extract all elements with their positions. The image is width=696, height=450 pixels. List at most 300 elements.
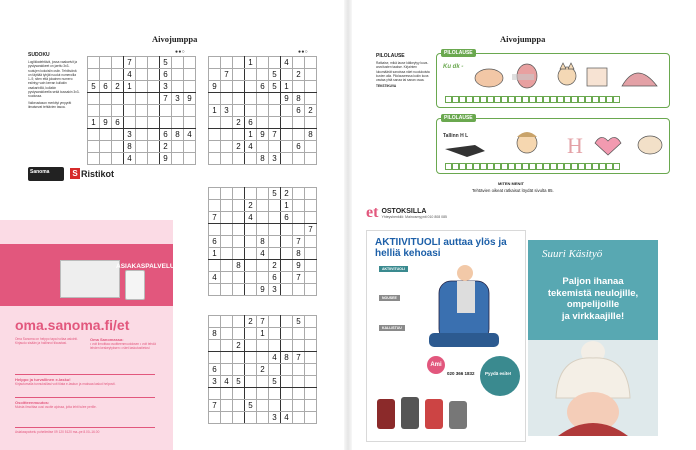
sudoku-cell[interactable]: 4 <box>281 57 293 69</box>
sudoku-cell[interactable]: 3 <box>269 412 281 424</box>
sudoku-cell[interactable] <box>281 236 293 248</box>
sudoku-cell[interactable]: 3 <box>221 105 233 117</box>
sudoku-cell[interactable] <box>209 340 221 352</box>
sudoku-cell[interactable] <box>209 284 221 296</box>
sudoku-cell[interactable] <box>88 129 100 141</box>
sudoku-cell[interactable]: 3 <box>172 93 184 105</box>
sudoku-cell[interactable] <box>100 93 112 105</box>
sudoku-cell[interactable]: 5 <box>269 69 281 81</box>
sudoku-cell[interactable] <box>221 400 233 412</box>
sudoku-cell[interactable]: 8 <box>233 260 245 272</box>
sudoku-cell[interactable] <box>269 328 281 340</box>
sudoku-cell[interactable] <box>269 105 281 117</box>
sudoku-cell[interactable] <box>281 316 293 328</box>
sudoku-cell[interactable] <box>269 400 281 412</box>
sudoku-cell[interactable]: 6 <box>257 81 269 93</box>
sudoku-cell[interactable] <box>305 93 317 105</box>
sudoku-cell[interactable] <box>88 57 100 69</box>
sudoku-cell[interactable]: 7 <box>305 224 317 236</box>
sudoku-cell[interactable] <box>257 376 269 388</box>
sudoku-cell[interactable] <box>172 69 184 81</box>
sudoku-cell[interactable] <box>257 412 269 424</box>
sudoku-cell[interactable] <box>233 412 245 424</box>
sudoku-cell[interactable] <box>136 105 148 117</box>
sudoku-cell[interactable] <box>245 248 257 260</box>
sudoku-cell[interactable] <box>281 328 293 340</box>
sudoku-cell[interactable] <box>281 129 293 141</box>
sudoku-cell[interactable] <box>160 117 172 129</box>
sudoku-cell[interactable] <box>233 284 245 296</box>
sudoku-cell[interactable] <box>305 316 317 328</box>
sudoku-cell[interactable] <box>221 117 233 129</box>
sudoku-cell[interactable] <box>269 141 281 153</box>
sudoku-cell[interactable] <box>245 272 257 284</box>
sudoku-cell[interactable] <box>257 105 269 117</box>
sudoku-cell[interactable] <box>209 141 221 153</box>
sudoku-cell[interactable]: 5 <box>269 188 281 200</box>
sudoku-cell[interactable] <box>269 57 281 69</box>
sudoku-cell[interactable] <box>305 81 317 93</box>
sudoku-cell[interactable] <box>269 388 281 400</box>
sudoku-cell[interactable]: 3 <box>269 153 281 165</box>
sudoku-cell[interactable]: 6 <box>293 105 305 117</box>
sudoku-cell[interactable] <box>257 352 269 364</box>
sudoku-cell[interactable]: 6 <box>293 141 305 153</box>
sudoku-cell[interactable] <box>136 57 148 69</box>
sudoku-cell[interactable] <box>269 364 281 376</box>
sudoku-cell[interactable] <box>269 212 281 224</box>
sudoku-cell[interactable] <box>160 105 172 117</box>
sudoku-cell[interactable] <box>209 260 221 272</box>
sudoku-cell[interactable] <box>221 388 233 400</box>
sudoku-cell[interactable] <box>124 105 136 117</box>
sudoku-cell[interactable] <box>184 105 196 117</box>
sudoku-cell[interactable] <box>293 364 305 376</box>
sudoku-cell[interactable] <box>88 69 100 81</box>
sudoku-cell[interactable]: 7 <box>257 316 269 328</box>
aktiivituoli-ad[interactable] <box>366 230 526 442</box>
sudoku-cell[interactable] <box>100 129 112 141</box>
sudoku-cell[interactable] <box>233 212 245 224</box>
sudoku-cell[interactable] <box>281 364 293 376</box>
sudoku-cell[interactable] <box>112 69 124 81</box>
sudoku-cell[interactable] <box>293 81 305 93</box>
sudoku-cell[interactable] <box>293 200 305 212</box>
sudoku-cell[interactable] <box>293 57 305 69</box>
sudoku-cell[interactable] <box>221 224 233 236</box>
sudoku-cell[interactable]: 5 <box>269 81 281 93</box>
sudoku-cell[interactable] <box>209 316 221 328</box>
sudoku-cell[interactable] <box>148 69 160 81</box>
sudoku-cell[interactable] <box>305 141 317 153</box>
sudoku-cell[interactable]: 7 <box>293 272 305 284</box>
sudoku-cell[interactable] <box>233 105 245 117</box>
sudoku-cell[interactable] <box>233 81 245 93</box>
sudoku-cell[interactable] <box>136 117 148 129</box>
sudoku-cell[interactable] <box>269 248 281 260</box>
sudoku-cell[interactable] <box>245 93 257 105</box>
sudoku-cell[interactable] <box>293 340 305 352</box>
sudoku-cell[interactable] <box>293 376 305 388</box>
sudoku-cell[interactable] <box>100 57 112 69</box>
sudoku-cell[interactable] <box>305 188 317 200</box>
sudoku-cell[interactable] <box>293 400 305 412</box>
sudoku-cell[interactable] <box>172 153 184 165</box>
sudoku-cell[interactable] <box>305 272 317 284</box>
sudoku-cell[interactable]: 1 <box>209 248 221 260</box>
sudoku-cell[interactable]: 5 <box>245 400 257 412</box>
sudoku-cell[interactable] <box>88 93 100 105</box>
sudoku-cell[interactable]: 2 <box>233 141 245 153</box>
sudoku-cell[interactable] <box>148 93 160 105</box>
sudoku-cell[interactable]: 4 <box>124 69 136 81</box>
sudoku-cell[interactable] <box>233 153 245 165</box>
sudoku-cell[interactable] <box>281 400 293 412</box>
sudoku-cell[interactable]: 8 <box>281 352 293 364</box>
sudoku-cell[interactable] <box>245 188 257 200</box>
sudoku-cell[interactable] <box>233 200 245 212</box>
sudoku-cell[interactable] <box>233 352 245 364</box>
sudoku-cell[interactable] <box>148 105 160 117</box>
sudoku-cell[interactable] <box>221 412 233 424</box>
sudoku-cell[interactable]: 9 <box>184 93 196 105</box>
sudoku-cell[interactable] <box>305 412 317 424</box>
answer-cells-1[interactable] <box>445 96 620 103</box>
sudoku-cell[interactable] <box>281 260 293 272</box>
sudoku-cell[interactable]: 6 <box>160 129 172 141</box>
sudoku-cell[interactable] <box>293 328 305 340</box>
sudoku-cell[interactable]: 7 <box>221 69 233 81</box>
sudoku-cell[interactable] <box>88 153 100 165</box>
sudoku-cell[interactable] <box>233 236 245 248</box>
sudoku-cell[interactable] <box>269 93 281 105</box>
sudoku-cell[interactable] <box>281 340 293 352</box>
sudoku-cell[interactable]: 2 <box>293 69 305 81</box>
sudoku-cell[interactable] <box>172 105 184 117</box>
sudoku-cell[interactable] <box>148 57 160 69</box>
sudoku-cell[interactable] <box>209 224 221 236</box>
sudoku-cell[interactable] <box>148 81 160 93</box>
ad-url[interactable]: oma.sanoma.fi/et <box>15 317 130 333</box>
sudoku-cell[interactable] <box>233 93 245 105</box>
sudoku-cell[interactable]: 1 <box>245 129 257 141</box>
sudoku-cell[interactable] <box>221 81 233 93</box>
sudoku-cell[interactable] <box>88 141 100 153</box>
sudoku-cell[interactable]: 3 <box>124 129 136 141</box>
sudoku-cell[interactable] <box>233 129 245 141</box>
sudoku-cell[interactable]: 4 <box>221 376 233 388</box>
sudoku-cell[interactable] <box>245 340 257 352</box>
sudoku-cell[interactable]: 5 <box>293 316 305 328</box>
sudoku-cell[interactable] <box>245 260 257 272</box>
sudoku-cell[interactable] <box>233 328 245 340</box>
sudoku-cell[interactable]: 4 <box>184 129 196 141</box>
sudoku-cell[interactable] <box>245 352 257 364</box>
sudoku-cell[interactable] <box>281 376 293 388</box>
sudoku-cell[interactable]: 8 <box>257 153 269 165</box>
sudoku-cell[interactable] <box>305 284 317 296</box>
sudoku-cell[interactable] <box>233 188 245 200</box>
sudoku-cell[interactable] <box>305 352 317 364</box>
sudoku-cell[interactable]: 2 <box>281 188 293 200</box>
sudoku-cell[interactable] <box>184 81 196 93</box>
sudoku-cell[interactable]: 4 <box>281 412 293 424</box>
sudoku-cell[interactable]: 9 <box>257 129 269 141</box>
sudoku-cell[interactable] <box>305 340 317 352</box>
sudoku-cell[interactable] <box>221 352 233 364</box>
sudoku-cell[interactable] <box>221 340 233 352</box>
sudoku-cell[interactable]: 5 <box>233 376 245 388</box>
sudoku-cell[interactable]: 2 <box>233 340 245 352</box>
sudoku-cell[interactable] <box>269 236 281 248</box>
sudoku-cell[interactable] <box>221 272 233 284</box>
sudoku-cell[interactable]: 7 <box>160 93 172 105</box>
sudoku-cell[interactable] <box>281 105 293 117</box>
sudoku-cell[interactable]: 6 <box>160 69 172 81</box>
sudoku-cell[interactable]: 7 <box>209 212 221 224</box>
sudoku-cell[interactable] <box>221 248 233 260</box>
sudoku-cell[interactable] <box>281 248 293 260</box>
sudoku-cell[interactable] <box>245 153 257 165</box>
sudoku-cell[interactable]: 2 <box>269 260 281 272</box>
sudoku-cell[interactable] <box>209 153 221 165</box>
sudoku-cell[interactable] <box>100 153 112 165</box>
sudoku-cell[interactable] <box>184 69 196 81</box>
sudoku-cell[interactable]: 7 <box>293 352 305 364</box>
sudoku-cell[interactable] <box>124 93 136 105</box>
sudoku-cell[interactable] <box>245 376 257 388</box>
sudoku-cell[interactable] <box>257 200 269 212</box>
sudoku-cell[interactable] <box>293 284 305 296</box>
sudoku-cell[interactable] <box>245 105 257 117</box>
sudoku-cell[interactable] <box>257 57 269 69</box>
sudoku-cell[interactable]: 4 <box>245 141 257 153</box>
sudoku-cell[interactable] <box>136 153 148 165</box>
sudoku-cell[interactable] <box>112 141 124 153</box>
sudoku-cell[interactable] <box>209 388 221 400</box>
sudoku-cell[interactable]: 2 <box>245 316 257 328</box>
sudoku-cell[interactable]: 8 <box>257 236 269 248</box>
sudoku-cell[interactable] <box>245 69 257 81</box>
sudoku-cell[interactable] <box>245 388 257 400</box>
sudoku-cell[interactable]: 6 <box>245 117 257 129</box>
sudoku-cell[interactable]: 7 <box>209 400 221 412</box>
sudoku-cell[interactable] <box>305 200 317 212</box>
sudoku-cell[interactable]: 3 <box>269 284 281 296</box>
sudoku-cell[interactable]: 2 <box>112 81 124 93</box>
sudoku-cell[interactable] <box>305 57 317 69</box>
sudoku-cell[interactable] <box>281 153 293 165</box>
sudoku-cell[interactable] <box>148 129 160 141</box>
sudoku-cell[interactable] <box>269 200 281 212</box>
sudoku-cell[interactable] <box>305 212 317 224</box>
sudoku-cell[interactable] <box>245 81 257 93</box>
sudoku-cell[interactable] <box>293 188 305 200</box>
sudoku-cell[interactable] <box>281 388 293 400</box>
sudoku-cell[interactable] <box>305 69 317 81</box>
sudoku-cell[interactable]: 4 <box>257 248 269 260</box>
sudoku-cell[interactable] <box>221 129 233 141</box>
sudoku-cell[interactable] <box>293 153 305 165</box>
sudoku-cell[interactable] <box>293 129 305 141</box>
sudoku-cell[interactable]: 6 <box>269 272 281 284</box>
sudoku-cell[interactable] <box>112 129 124 141</box>
sudoku-cell[interactable] <box>257 224 269 236</box>
sudoku-cell[interactable]: 1 <box>124 81 136 93</box>
sudoku-cell[interactable]: 9 <box>281 93 293 105</box>
sudoku-cell[interactable] <box>221 93 233 105</box>
sudoku-cell[interactable] <box>293 412 305 424</box>
sudoku-cell[interactable]: 3 <box>209 376 221 388</box>
sudoku-cell[interactable] <box>305 260 317 272</box>
sudoku-cell[interactable] <box>209 200 221 212</box>
sudoku-cell[interactable] <box>257 93 269 105</box>
sudoku-cell[interactable] <box>305 236 317 248</box>
sudoku-cell[interactable]: 6 <box>209 236 221 248</box>
sudoku-cell[interactable] <box>184 57 196 69</box>
sudoku-cell[interactable] <box>281 141 293 153</box>
sudoku-cell[interactable] <box>233 364 245 376</box>
sudoku-cell[interactable]: 8 <box>305 129 317 141</box>
sudoku-cell[interactable] <box>172 57 184 69</box>
sudoku-cell[interactable]: 2 <box>257 364 269 376</box>
sudoku-cell[interactable]: 2 <box>160 141 172 153</box>
sudoku-cell[interactable] <box>293 212 305 224</box>
sudoku-cell[interactable]: 5 <box>160 57 172 69</box>
sudoku-cell[interactable] <box>269 224 281 236</box>
sudoku-cell[interactable] <box>221 236 233 248</box>
sudoku-cell[interactable] <box>233 272 245 284</box>
sudoku-cell[interactable] <box>221 328 233 340</box>
sudoku-cell[interactable] <box>136 69 148 81</box>
sudoku-cell[interactable] <box>305 376 317 388</box>
sudoku-cell[interactable]: 7 <box>269 129 281 141</box>
sudoku-cell[interactable] <box>293 224 305 236</box>
sudoku-cell[interactable] <box>245 328 257 340</box>
sudoku-cell[interactable] <box>221 260 233 272</box>
sudoku-cell[interactable] <box>136 81 148 93</box>
sudoku-cell[interactable]: 9 <box>100 117 112 129</box>
sudoku-cell[interactable] <box>209 129 221 141</box>
sudoku-cell[interactable] <box>112 153 124 165</box>
sudoku-cell[interactable] <box>293 117 305 129</box>
sudoku-cell[interactable] <box>221 200 233 212</box>
sudoku-cell[interactable]: 8 <box>124 141 136 153</box>
sudoku-cell[interactable]: 8 <box>293 93 305 105</box>
sudoku-cell[interactable] <box>172 141 184 153</box>
sudoku-cell[interactable] <box>136 93 148 105</box>
sudoku-cell[interactable] <box>209 188 221 200</box>
sudoku-cell[interactable] <box>209 352 221 364</box>
sudoku-cell[interactable] <box>233 316 245 328</box>
sudoku-cell[interactable]: 1 <box>245 57 257 69</box>
sudoku-cell[interactable] <box>184 141 196 153</box>
sudoku-cell[interactable]: 1 <box>281 200 293 212</box>
sudoku-cell[interactable] <box>221 57 233 69</box>
sudoku-cell[interactable] <box>305 328 317 340</box>
sudoku-cell[interactable]: 1 <box>257 328 269 340</box>
sudoku-cell[interactable]: 4 <box>209 272 221 284</box>
sudoku-cell[interactable] <box>184 117 196 129</box>
sudoku-cell[interactable] <box>209 69 221 81</box>
sudoku-cell[interactable] <box>281 117 293 129</box>
sudoku-cell[interactable]: 5 <box>88 81 100 93</box>
sudoku-cell[interactable] <box>100 105 112 117</box>
sudoku-cell[interactable] <box>221 141 233 153</box>
sudoku-cell[interactable]: 6 <box>281 212 293 224</box>
sudoku-cell[interactable] <box>221 364 233 376</box>
sudoku-cell[interactable]: 4 <box>269 352 281 364</box>
sudoku-cell[interactable] <box>269 316 281 328</box>
answer-cells-2[interactable] <box>445 163 620 170</box>
sudoku-cell[interactable]: 6 <box>112 117 124 129</box>
sudoku-cell[interactable] <box>269 340 281 352</box>
sudoku-cell[interactable]: 3 <box>160 81 172 93</box>
sudoku-cell[interactable]: 6 <box>209 364 221 376</box>
sudoku-cell[interactable] <box>112 93 124 105</box>
sudoku-cell[interactable]: 2 <box>245 200 257 212</box>
sudoku-cell[interactable] <box>257 117 269 129</box>
sudoku-cell[interactable] <box>148 117 160 129</box>
sudoku-cell[interactable] <box>305 117 317 129</box>
sudoku-cell[interactable]: 1 <box>281 81 293 93</box>
sudoku-cell[interactable] <box>305 364 317 376</box>
sudoku-cell[interactable] <box>245 364 257 376</box>
sudoku-cell[interactable] <box>257 340 269 352</box>
sudoku-cell[interactable] <box>221 284 233 296</box>
sudoku-cell[interactable] <box>257 141 269 153</box>
sudoku-cell[interactable] <box>233 57 245 69</box>
sudoku-cell[interactable]: 2 <box>305 105 317 117</box>
sudoku-cell[interactable] <box>136 141 148 153</box>
sudoku-cell[interactable] <box>100 69 112 81</box>
sudoku-cell[interactable] <box>136 129 148 141</box>
sudoku-cell[interactable] <box>257 272 269 284</box>
sudoku-cell[interactable] <box>233 224 245 236</box>
sudoku-cell[interactable]: 5 <box>269 376 281 388</box>
sudoku-cell[interactable]: 1 <box>209 105 221 117</box>
sudoku-cell[interactable] <box>88 105 100 117</box>
sudoku-cell[interactable] <box>281 224 293 236</box>
sudoku-cell[interactable] <box>233 69 245 81</box>
sudoku-cell[interactable] <box>269 117 281 129</box>
sudoku-cell[interactable] <box>221 153 233 165</box>
sudoku-cell[interactable] <box>245 284 257 296</box>
sudoku-cell[interactable] <box>209 412 221 424</box>
sudoku-cell[interactable] <box>221 212 233 224</box>
sudoku-cell[interactable] <box>221 316 233 328</box>
sudoku-cell[interactable] <box>293 388 305 400</box>
sudoku-cell[interactable] <box>100 141 112 153</box>
sudoku-cell[interactable] <box>209 57 221 69</box>
sudoku-cell[interactable] <box>257 400 269 412</box>
sudoku-cell[interactable]: 4 <box>245 212 257 224</box>
sudoku-cell[interactable] <box>281 69 293 81</box>
sudoku-cell[interactable] <box>245 224 257 236</box>
sudoku-cell[interactable] <box>184 153 196 165</box>
sudoku-cell[interactable] <box>245 236 257 248</box>
sudoku-cell[interactable] <box>124 117 136 129</box>
sudoku-cell[interactable] <box>172 117 184 129</box>
sudoku-cell[interactable] <box>305 248 317 260</box>
sudoku-cell[interactable] <box>245 412 257 424</box>
sudoku-cell[interactable] <box>305 400 317 412</box>
sudoku-cell[interactable] <box>112 57 124 69</box>
sudoku-cell[interactable]: 6 <box>100 81 112 93</box>
suuri-kasityo-ad[interactable] <box>528 240 658 436</box>
sudoku-cell[interactable] <box>257 188 269 200</box>
sudoku-cell[interactable] <box>233 248 245 260</box>
